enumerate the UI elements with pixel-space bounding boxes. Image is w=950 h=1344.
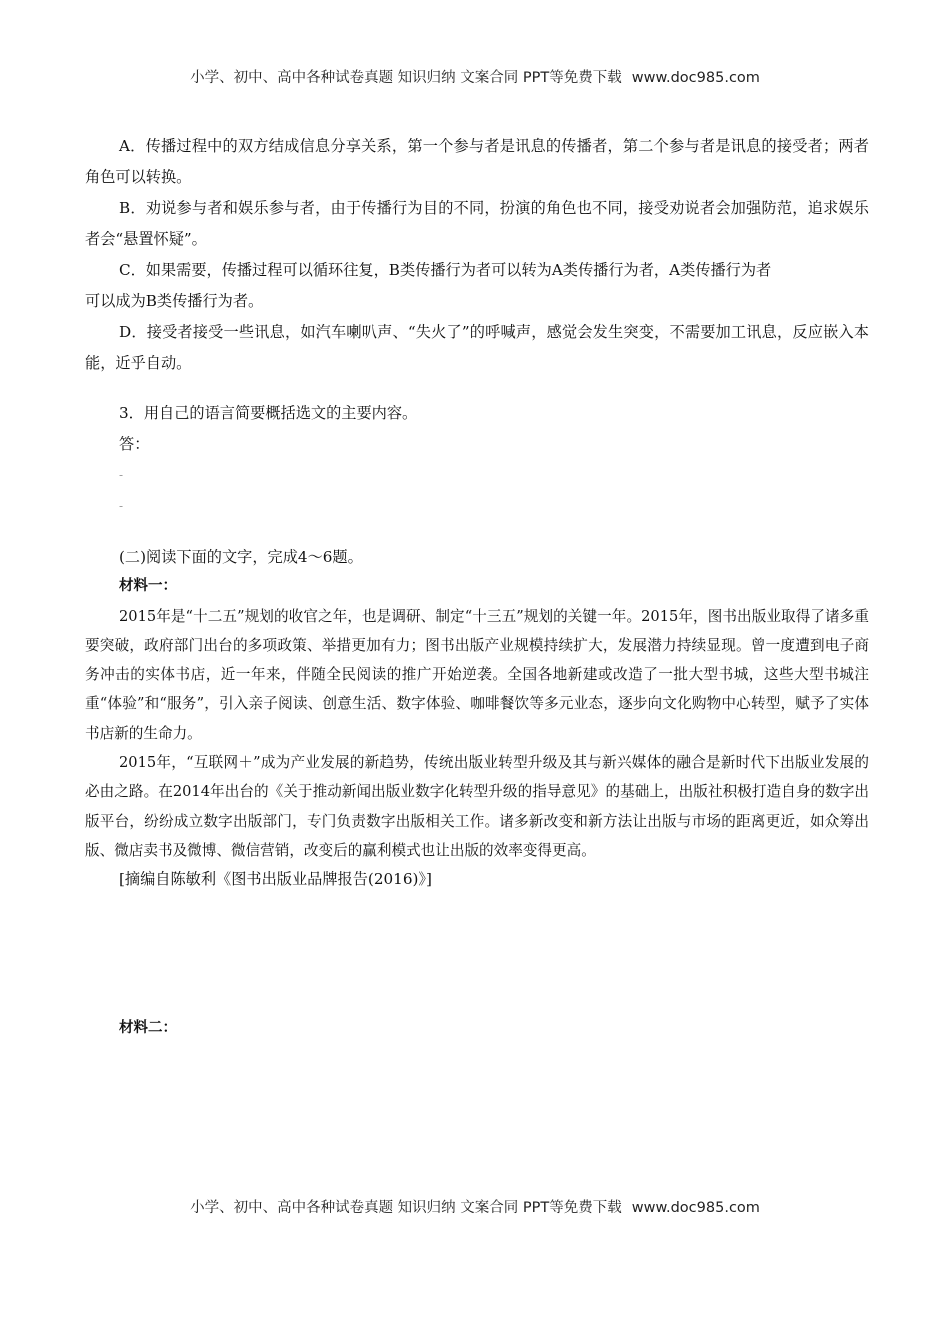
answer-label: 答： [119, 435, 150, 453]
material-2-label: 材料二： [119, 1020, 177, 1036]
page-header [0, 66, 950, 87]
question-3-prompt: 3．用自己的语言简要概括选文的主要内容。 [119, 404, 418, 422]
header-url[interactable]: www.doc985.com [631, 70, 760, 86]
footer-text: 小学、初中、高中各种试卷真题 知识归纳 文案合同 PPT等免费下载 [190, 1200, 622, 1216]
answer-blank-2: - [119, 499, 124, 513]
answer-blank-1: - [119, 468, 124, 482]
material-2 [85, 1013, 869, 1044]
reading-section-2 [85, 543, 869, 895]
question-3 [85, 398, 869, 522]
option-c-line1: C．如果需要，传播过程可以循环往复，B类传播行为者可以转为A类传播行为者，A类传播行为者 [119, 261, 772, 279]
material-1-paragraph-1: 2015年是“十二五”规划的收官之年，也是调研、制定“十三五”规划的关键一年。2015年，图书出版业取得了诸多重要突破，政府部门出台的多项政策、举措更加有力；图书出版产业规模持续扩大，发展潜力持续显现。曾一度遭到电子商务冲击的实体书店，近一年来，伴随全民阅读的推广开始逆袭。全国各地新建或改造了一批大型书城，这些大型书城注重“体验”和“服务”，引入亲子阅读、创意生活、数字体验、咖啡餐饮等多元业态，逐步向文化购物中心转型，赋予了实体书店新的生命力。 [85, 607, 869, 742]
material-1-source: [摘编自陈敏利《图书出版业品牌报告(2016)》] [119, 870, 432, 889]
material-1-label: 材料一： [119, 578, 177, 595]
section-2-intro: (二)阅读下面的文字，完成4～6题。 [119, 548, 363, 566]
page-footer [0, 1196, 950, 1217]
option-d: D．接受者接受一些讯息，如汽车喇叭声、“失火了”的呼喊声，感觉会发生突变，不需要加工讯息，反应嵌入本能，近乎自动。 [85, 323, 869, 372]
answer-options [85, 131, 869, 379]
material-1-paragraph-2: 2015年，“互联网＋”成为产业发展的新趋势，传统出版业转型升级及其与新兴媒体的融合是新时代下出版业发展的必由之路。在2014年出台的《关于推动新闻出版业数字化转型升级的指导意见》的基础上，出版社积极打造自身的数字出版平台，纷纷成立数字出版部门，专门负责数字出版相关工作。诸多新改变和新方法让出版与市场的距离更近，如众筹出版、微店卖书及微博、微信营销，改变后的赢利模式也让出版的效率变得更高。 [85, 754, 869, 859]
option-a: A．传播过程中的双方结成信息分享关系，第一个参与者是讯息的传播者，第二个参与者是讯息的接受者；两者角色可以转换。 [85, 137, 869, 186]
option-b: B．劝说参与者和娱乐参与者，由于传播行为目的不同，扮演的角色也不同，接受劝说者会加强防范，追求娱乐者会“悬置怀疑”。 [85, 199, 869, 248]
option-c-line2: 可以成为B类传播行为者。 [85, 292, 264, 310]
footer-url[interactable]: www.doc985.com [631, 1200, 760, 1216]
header-text: 小学、初中、高中各种试卷真题 知识归纳 文案合同 PPT等免费下载 [190, 70, 622, 86]
